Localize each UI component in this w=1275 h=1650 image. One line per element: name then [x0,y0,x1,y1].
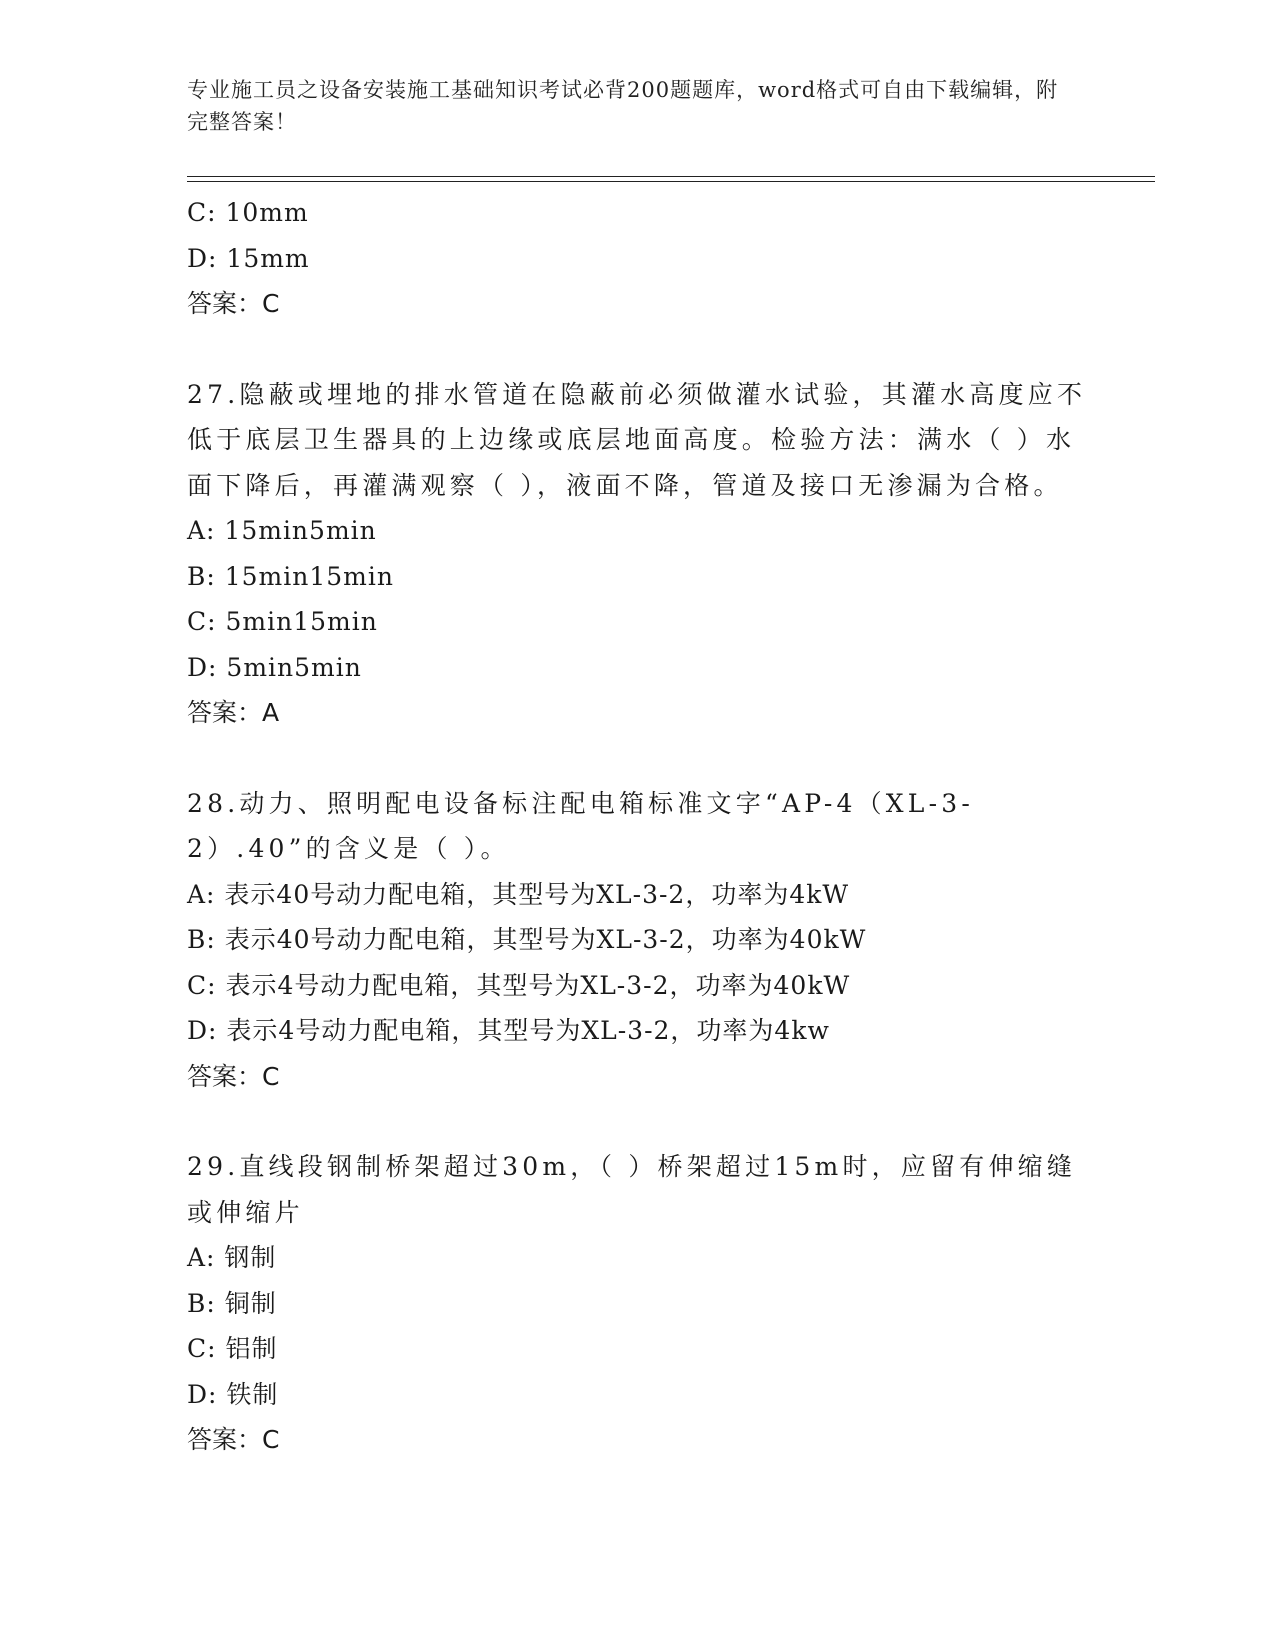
option-a: A: 15min5min [187,516,377,545]
spacer [187,736,1087,781]
option-c: C: 铝制 [187,1334,278,1363]
option-a: A: 钢制 [187,1243,277,1272]
option-c: C: 表示4号动力配电箱，其型号为XL-3-2，功率为40kW [187,970,851,1000]
option-b: B: 铜制 [187,1288,277,1318]
option-d: D: 15mm [187,243,310,273]
spacer [187,1099,1087,1144]
option-b: B: 15min15min [187,561,394,591]
header-rule-bottom [187,181,1155,182]
option-c: C: 10mm [187,198,309,227]
header-rule-top [187,176,1155,177]
spacer [187,327,1087,372]
answer-line: 答案：A [187,698,280,727]
document-header-title: 专业施工员之设备安装施工基础知识考试必背200题题库，word格式可自由下载编辑，附完整答案！ [187,78,1059,134]
question-list [187,190,1087,1463]
option-d: D: 铁制 [187,1379,279,1409]
option-d: D: 5min5min [187,652,362,682]
question-block-28 [187,781,1087,1100]
option-c: C: 5min15min [187,607,378,636]
question-block-26-tail [187,190,1087,327]
answer-line: 答案：C [187,1061,280,1091]
option-b: B: 表示40号动力配电箱，其型号为XL-3-2，功率为40kW [187,925,867,954]
answer-line: 答案：C [187,1425,280,1454]
question-text: 29.直线段钢制桥架超过30m，（ ）桥架超过15m时，应留有伸缩缝或伸缩片 [187,1152,1077,1227]
answer-line: 答案：C [187,289,280,318]
question-block-29 [187,1144,1087,1463]
option-d: D: 表示4号动力配电箱，其型号为XL-3-2，功率为4kw [187,1016,830,1045]
option-a: A: 表示40号动力配电箱，其型号为XL-3-2，功率为4kW [187,879,850,909]
question-text: 27.隐蔽或埋地的排水管道在隐蔽前必须做灌水试验，其灌水高度应不低于底层卫生器具的上边缘或底层地面高度。检验方法：满水（ ）水面下降后，再灌满观察（ ），液面不降，管道及接口无渗漏为合格。 [187,379,1087,500]
question-block-27 [187,372,1087,736]
question-text: 28.动力、照明配电设备标注配电箱标准文字“AP-4（XL-3-2）.40”的含义是（ ）。 [187,788,975,863]
